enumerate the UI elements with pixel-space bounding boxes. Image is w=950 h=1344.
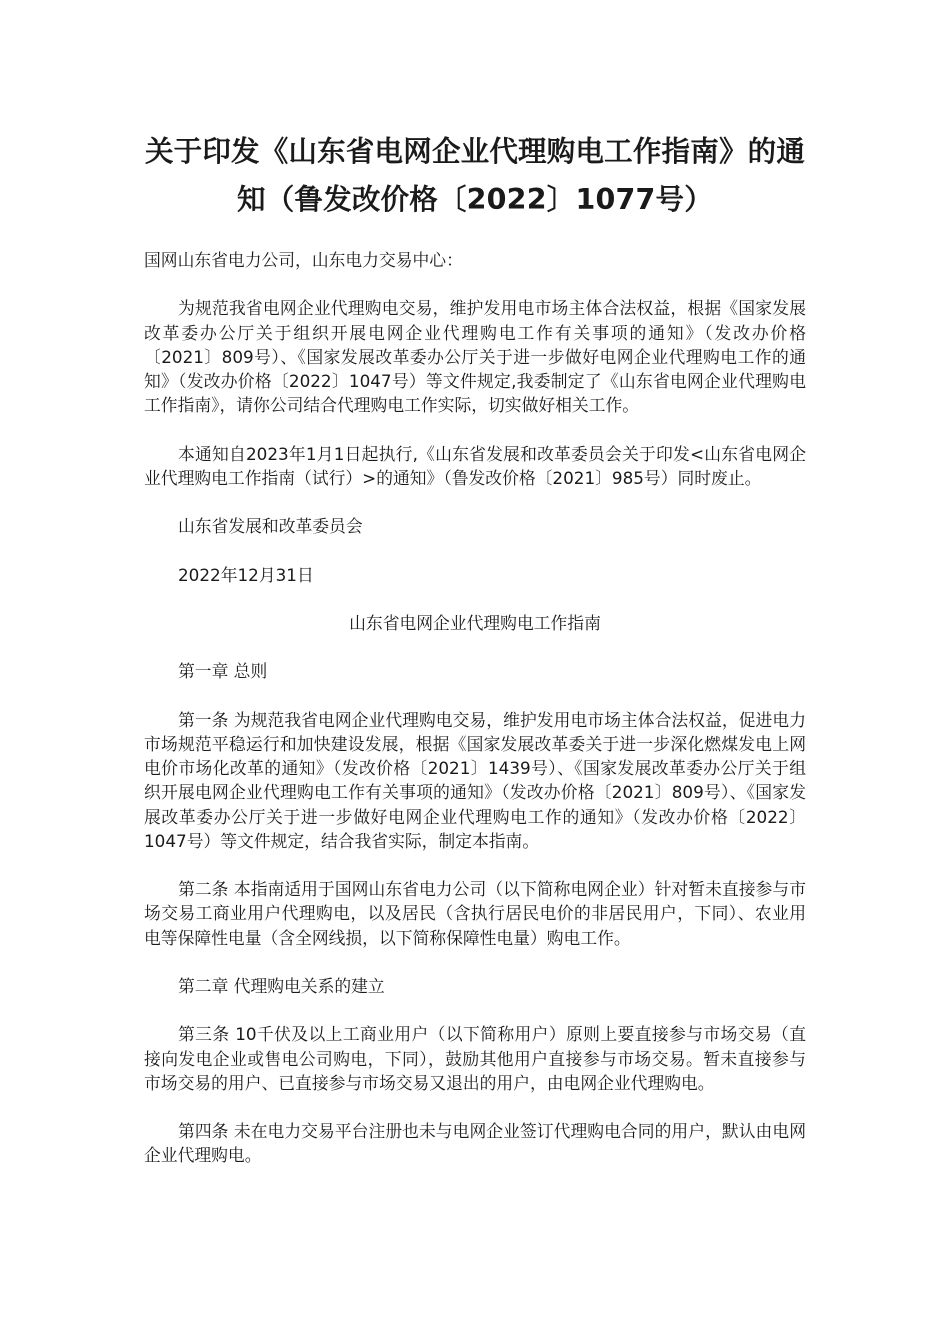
article-3: 第三条 10千伏及以上工商业用户（以下简称用户）原则上要直接参与市场交易（直接向发电企业或售电公司购电，下同），鼓励其他用户直接参与市场交易。暂未直接参与市场交易的用户、已直接参与市场交易又退出的用户，由电网企业代理购电。 [144,1024,806,1093]
chapter-heading-1: 第一章 总则 [178,661,268,682]
effective-paragraph: 本通知自2023年1月1日起执行,《山东省发展和改革委员会关于印发<山东省电网企业代理购电工作指南（试行）>的通知》（鲁发改价格〔2021〕985号）同时废止。 [144,443,806,488]
chapter-heading-2: 第二章 代理购电关系的建立 [178,975,385,996]
article-1: 第一条 为规范我省电网企业代理购电交易，维护发用电市场主体合法权益，促进电力市场规范平稳运行和加快建设发展，根据《国家发展改革委关于进一步深化燃煤发电上网电价市场化改革的通知》（发改价格〔2021〕1439号）、《国家发展改革委办公厅关于组织开展电网企业代理购电工作有关事项的通知》（发改办价格〔2021〕809号）、《国家发展改革委办公厅关于进一步做好电网企业代理购电工作的通知》（发改办价格〔2022〕1047号）等文件规定，结合我省实际，制定本指南。 [144,709,806,851]
guide-title: 山东省电网企业代理购电工作指南 [349,612,601,633]
document-page [144,128,806,1192]
article-4: 第四条 未在电力交易平台注册也未与电网企业签订代理购电合同的用户，默认由电网企业代理购电。 [144,1121,806,1166]
issuer: 山东省发展和改革委员会 [178,516,363,537]
intro-paragraph: 为规范我省电网企业代理购电交易，维护发用电市场主体合法权益，根据《国家发展改革委办公厅关于组织开展电网企业代理购电工作有关事项的通知》（发改办价格〔2021〕809号）、《国家发展改革委办公厅关于进一步做好电网企业代理购电工作的通知》（发改办价格〔2022〕1047号）等文件规定,我委制定了《山东省电网企业代理购电工作指南》，请你公司结合代理购电工作实际，切实做好相关工作。 [144,298,806,416]
article-2: 第二条 本指南适用于国网山东省电力公司（以下简称电网企业）针对暂未直接参与市场交易工商业用户代理购电，以及居民（含执行居民电价的非居民用户，下同）、农业用电等保障性电量（含全网线损，以下简称保障性电量）购电工作。 [144,879,806,948]
document-title: 关于印发《山东省电网企业代理购电工作指南》的通知（鲁发改价格〔2022〕1077号） [144,135,806,216]
issue-date: 2022年12月31日 [178,564,314,585]
salutation: 国网山东省电力公司，山东电力交易中心： [144,250,463,270]
